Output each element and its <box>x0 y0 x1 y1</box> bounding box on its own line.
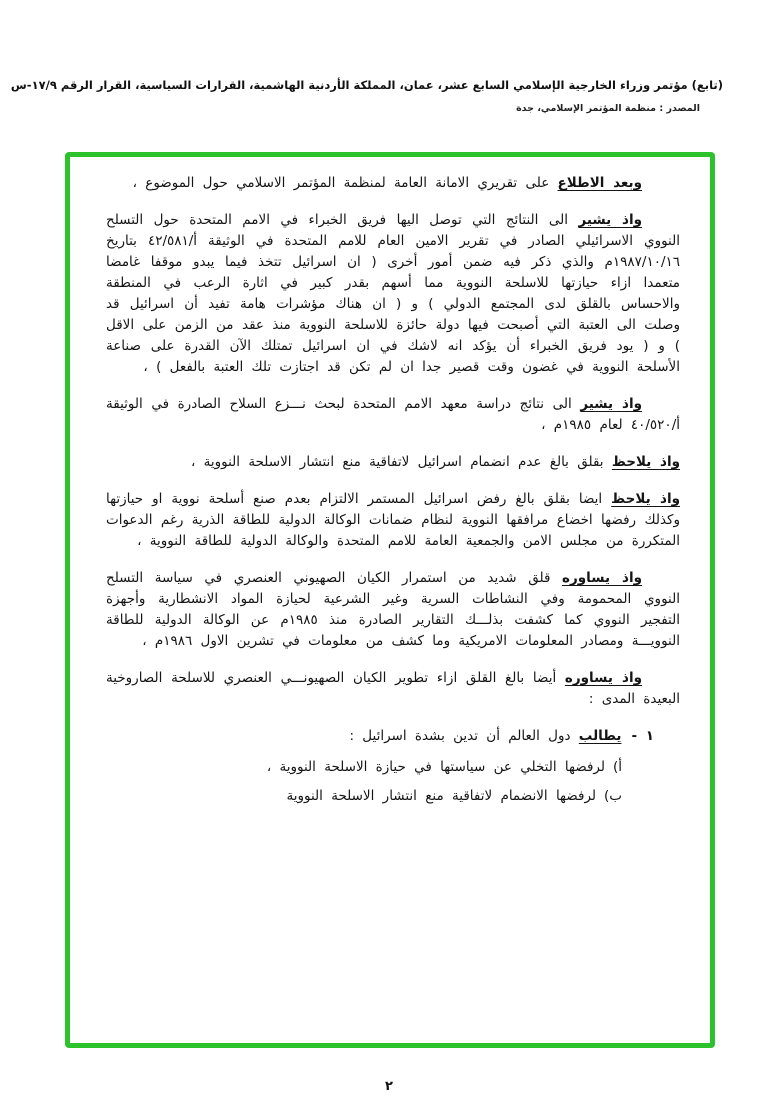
sub-list-item <box>106 757 680 778</box>
list-item-text: يطالب دول العالم أن تدين بشدة اسرائيل : <box>349 728 622 744</box>
sub-list-item <box>106 786 680 807</box>
paragraph: وبعد الاطلاع على تقريري الامانة العامة لمنظمة المؤتمر الاسلامي حول الموضوع ، <box>132 175 642 191</box>
paragraph: واذ يلاحظ بقلق بالغ عدم انضمام اسرائيل لاتفاقية منع انتشار الاسلحة النووية ، <box>190 454 680 470</box>
numbered-list-item <box>106 726 680 747</box>
list-item-number: ١ - <box>631 728 654 744</box>
sub-item-text: لرفضها التخلي عن سياستها في حيازة الاسلحة النووية ، <box>266 759 605 775</box>
paragraph: واذ يشير الى النتائج التي توصل اليها فريق الخبراء في الامم المتحدة حول التسلح النووي الاسرائيلي الصادر في تقرير الامين العام للامم المتحدة في الوثيقة أ/٤٢/٥٨١ بتاريخ ١٩٨٧/١٠/١٦م والذي ذكر فيه ضمن أمور أخرى ( ان اسرائيل تتخذ فيما يبدو موقفا غامضا متعمدا ازاء حيازتها للاسلحة النووية مما أسهم بقدر كبير في اثارة الرعب في المنطقة والاحساس بالقلق لدى المجتمع الدولي ) و ( ان هناك مؤشرات هامة تفيد أن اسرائيل قد وصلت الى العتبة التي أصبحت فيها دولة حائزة للاسلحة النووية منذ عقد من الزمن على الاقل ) و ( يود فريق الخبراء أن يؤكد انه لاشك في ان اسرائيل تمتلك الآن القدرة على صناعة الأسلحة النووية في غضون وقت قصير جدا ان لم تكن قد اجتازت تلك العتبة بالفعل ) ، <box>106 212 680 375</box>
document-body <box>106 173 680 807</box>
page-number: ٢ <box>385 1079 393 1094</box>
paragraph-lead-phrase: واذ يلاحظ <box>611 454 680 470</box>
paragraph: واذ يشير الى نتائج دراسة معهد الامم المتحدة لبحث نـــزع السلاح الصادرة في الوثيقة أ/٤٠/٥٢٠ لعام ١٩٨٥م ، <box>106 396 680 433</box>
source-line: المصدر : منظمة المؤتمر الإسلامي، جدة <box>516 103 700 114</box>
document-header: (تابع) مؤتمر وزراء الخارجية الإسلامي السابع عشر، عمان، المملكة الأردنية الهاشمية، القرارات السياسية، القرار الرقم ١٧/٩-س <box>10 78 723 92</box>
paragraph: واذ يساوره أيضا بالغ القلق ازاء تطوير الكيان الصهيونـــي العنصري للاسلحة الصاروخية البعيدة المدى : <box>106 670 680 707</box>
paragraph-lead-phrase: واذ يشير <box>580 396 642 412</box>
paragraph-lead-phrase: واذ يلاحظ <box>611 491 680 507</box>
sub-item-marker: أ) <box>612 759 622 775</box>
paragraph-lead-phrase: وبعد الاطلاع <box>557 175 642 191</box>
green-highlight-box <box>65 152 715 1048</box>
paragraph: واذ يلاحظ ايضا بقلق بالغ رفض اسرائيل المستمر الالتزام بعدم صنع أسلحة نووية او حيازتها وكذلك رفضها اخضاع مرافقها النووية لنظام ضمانات الوكالة الدولية للطاقة الذرية رغم الدعوات المتكررة من مجلس الامن والجمعية العامة للامم المتحدة والوكالة الدولية للطاقة النووية ، <box>106 491 680 549</box>
list-item-lead-phrase: يطالب <box>578 728 622 744</box>
sub-item-marker: ب) <box>604 788 622 804</box>
paragraph-lead-phrase: واذ يساوره <box>562 570 643 586</box>
paragraph: واذ يساوره قلق شديد من استمرار الكيان الصهيوني العنصري في سياسة التسلح النووي المحمومة وفي النشاطات السرية وغير الشرعية لحيازة المواد الانشطارية وأجهزة التفجير النووي كما كشفت بذلـــك التقارير الصادرة منذ ١٩٨٥م عن الوكالة الدولية للطاقة النوويـــة ومصادر المعلومات الامريكية وما كشف من معلومات في تشرين الاول ١٩٨٦م ، <box>106 570 680 649</box>
paragraph-lead-phrase: واذ يشير <box>578 212 642 228</box>
sub-item-text: لرفضها الانضمام لاتفاقية منع انتشار الاسلحة النووية <box>286 788 597 804</box>
paragraph-lead-phrase: واذ يساوره <box>564 670 642 686</box>
